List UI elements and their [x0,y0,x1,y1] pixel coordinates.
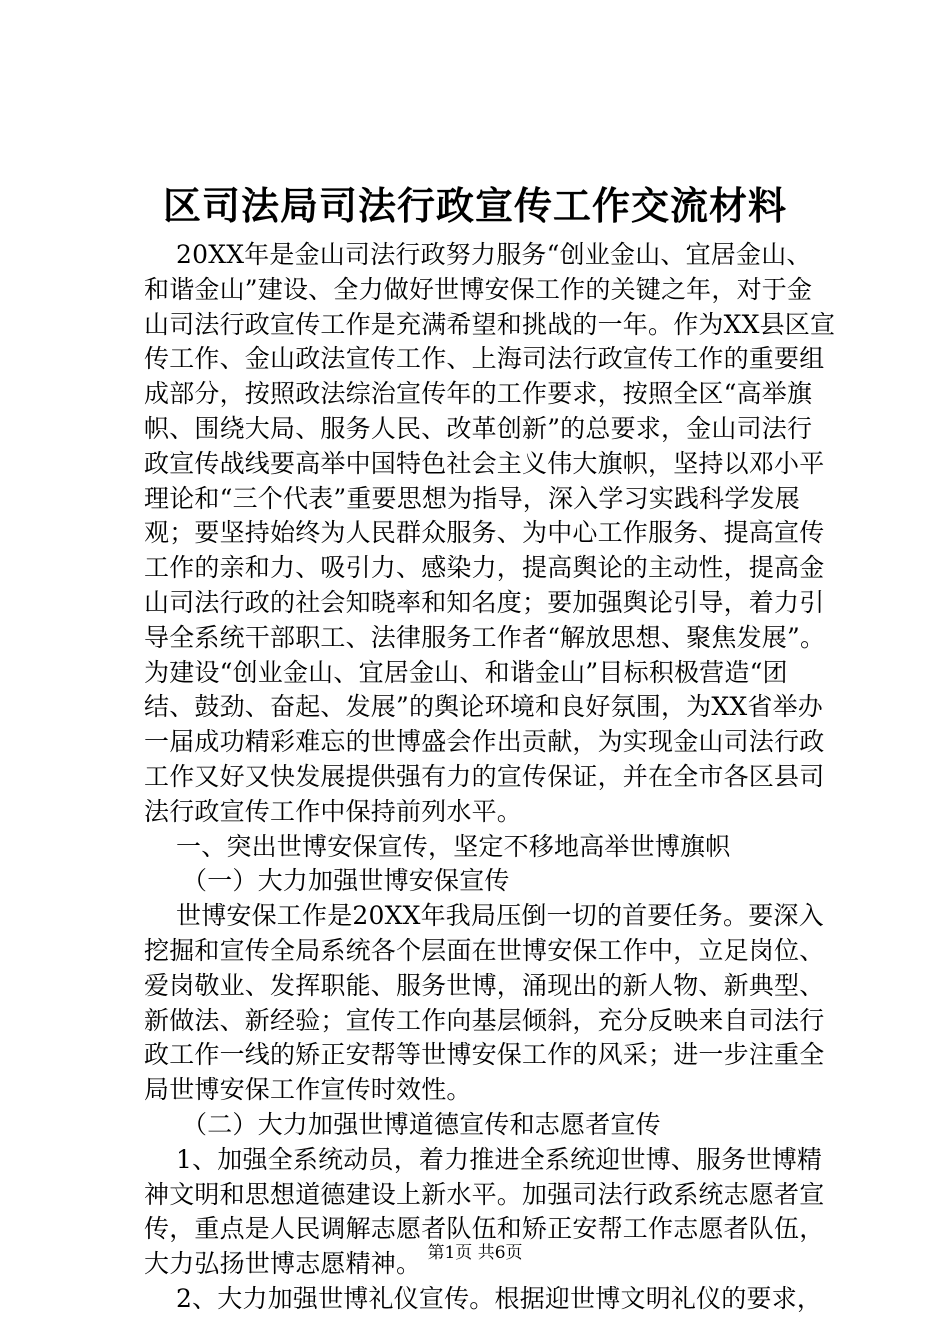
subsection-heading: （一）大力加强世博安保宣传 [182,866,510,896]
page-number-footer: 第1页 共6页 [427,1243,523,1263]
body-line: 工作又好又快发展提供强有力的宣传保证，并在全市各区县司 [144,761,825,791]
body-line: 观；要坚持始终为人民群众服务、为中心工作服务、提高宣传 [144,518,825,548]
body-line: 帜、围绕大局、服务人民、改革创新”的总要求，金山司法行 [144,413,813,443]
body-line: 工作的亲和力、吸引力、感染力，提高舆论的主动性，提高金 [144,553,825,583]
body-line: 政工作一线的矫正安帮等世博安保工作的风采；进一步注重全 [144,1040,825,1070]
body-line: 结、鼓劲、奋起、发展”的舆论环境和良好氛围，为XX省举办 [144,692,823,722]
body-line: 新做法、新经验；宣传工作向基层倾斜，充分反映来自司法行 [144,1005,825,1035]
body-line: 局世博安保工作宣传时效性。 [144,1075,472,1105]
body-line: 大力弘扬世博志愿精神。 [144,1249,422,1279]
body-line: 成部分，按照政法综治宣传年的工作要求，按照全区“高举旗 [144,379,813,409]
body-line: 为建设“创业金山、宜居金山、和谐金山”目标积极营造“团 [144,657,788,687]
body-line: 2、大力加强世博礼仪宣传。根据迎世博文明礼仪的要求， [176,1283,823,1313]
body-line: 20XX年是金山司法行政努力服务“创业金山、宜居金山、 [176,240,812,269]
subsection-heading: （二）大力加强世博道德宣传和志愿者宣传 [182,1109,661,1139]
body-line: 山司法行政宣传工作是充满希望和挑战的一年。作为XX县区宣 [144,309,836,339]
document-body [144,238,834,1317]
body-line: 和谐金山”建设、全力做好世博安保工作的关键之年，对于金 [144,274,813,304]
body-line: 传工作、金山政法宣传工作、上海司法行政宣传工作的重要组 [144,344,825,374]
body-line: 1、加强全系统动员，着力推进全系统迎世博、服务世博精 [176,1144,823,1174]
body-line: 爱岗敬业、发挥职能、服务世博，涌现出的新人物、新典型、 [144,970,825,1000]
body-line: 挖掘和宣传全局系统各个层面在世博安保工作中，立足岗位、 [144,935,825,965]
body-line: 世博安保工作是20XX年我局压倒一切的首要任务。要深入 [176,901,824,931]
body-line: 传，重点是人民调解志愿者队伍和矫正安帮工作志愿者队伍， [144,1214,825,1244]
document-title: 区司法局司法行政宣传工作交流材料 [162,183,787,228]
body-line: 导全系统干部职工、法律服务工作者“解放思想、聚焦发展”。 [144,622,826,652]
body-line: 法行政宣传工作中保持前列水平。 [144,796,523,826]
section-heading: 一、突出世博安保宣传，坚定不移地高举世博旗帜 [176,831,731,861]
body-line: 山司法行政的社会知晓率和知名度；要加强舆论引导，着力引 [144,587,825,617]
body-line: 神文明和思想道德建设上新水平。加强司法行政系统志愿者宣 [144,1179,825,1209]
body-line: 一届成功精彩难忘的世博盛会作出贡献，为实现金山司法行政 [144,727,825,757]
body-line: 理论和“三个代表”重要思想为指导，深入学习实践科学发展 [144,483,800,513]
body-line: 政宣传战线要高举中国特色社会主义伟大旗帜，坚持以邓小平 [144,448,825,478]
